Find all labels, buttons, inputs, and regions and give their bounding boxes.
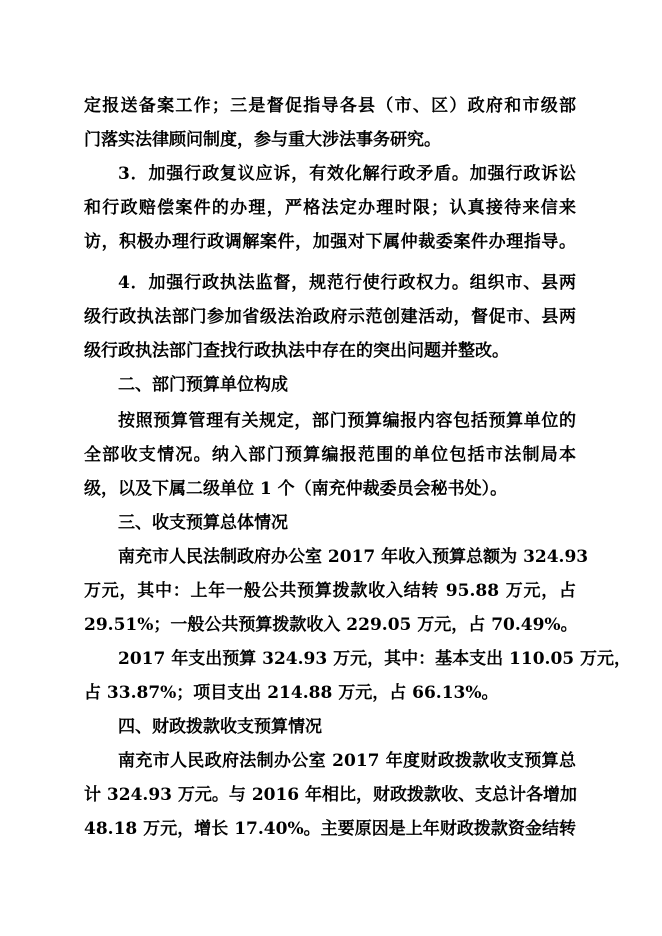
section-heading: 三、收支预算总体情况 — [118, 513, 288, 533]
paragraph-line: 级，以及下属二级单位 1 个（南充仲裁委员会秘书处）。 — [84, 479, 508, 499]
paragraph-line: 南充市人民法制政府办公室 2017 年收入预算总额为 324.93 — [118, 547, 589, 567]
paragraph-line: 全部收支情况。纳入部门预算编报范围的单位包括市法制局本 — [84, 445, 576, 465]
paragraph-line: 和行政赔偿案件的办理，严格法定办理时限；认真接待来信来 — [84, 198, 576, 218]
paragraph-line: 3．加强行政复议应诉，有效化解行政矛盾。加强行政诉讼 — [118, 164, 576, 184]
paragraph-line: 门落实法律顾问制度，参与重大涉法事务研究。 — [84, 130, 441, 150]
paragraph-line: 29.51%；一般公共预算拨款收入 229.05 万元，占 70.49%。 — [84, 615, 578, 635]
paragraph-line: 定报送备案工作；三是督促指导各县（市、区）政府和市级部 — [84, 96, 576, 116]
paragraph-line: 4．加强行政执法监督，规范行使行政权力。组织市、县两 — [118, 273, 576, 293]
paragraph-line: 计 324.93 万元。与 2016 年相比，财政拨款收、支总计各增加 — [84, 785, 578, 805]
section-heading: 二、部门预算单位构成 — [118, 375, 288, 395]
paragraph-line: 访，积极办理行政调解案件，加强对下属仲裁委案件办理指导。 — [84, 232, 576, 252]
paragraph-line: 级行政执法部门查找行政执法中存在的突出问题并整改。 — [84, 341, 509, 361]
paragraph-line: 万元，其中：上年一般公共预算拨款收入结转 95.88 万元，占 — [84, 581, 576, 601]
paragraph-line: 南充市人民政府法制办公室 2017 年度财政拨款收支预算总 — [118, 751, 576, 771]
paragraph-line: 2017 年支出预算 324.93 万元，其中：基本支出 110.05 万元， — [118, 649, 632, 669]
paragraph-line: 占 33.87%；项目支出 214.88 万元，占 66.13%。 — [84, 683, 499, 703]
section-heading: 四、财政拨款收支预算情况 — [118, 717, 322, 737]
paragraph-line: 按照预算管理有关规定，部门预算编报内容包括预算单位的 — [118, 411, 576, 431]
paragraph-line: 级行政执法部门参加省级法治政府示范创建活动，督促市、县两 — [84, 307, 576, 327]
paragraph-line: 48.18 万元，增长 17.40%。主要原因是上年财政拨款资金结转 — [84, 819, 576, 839]
